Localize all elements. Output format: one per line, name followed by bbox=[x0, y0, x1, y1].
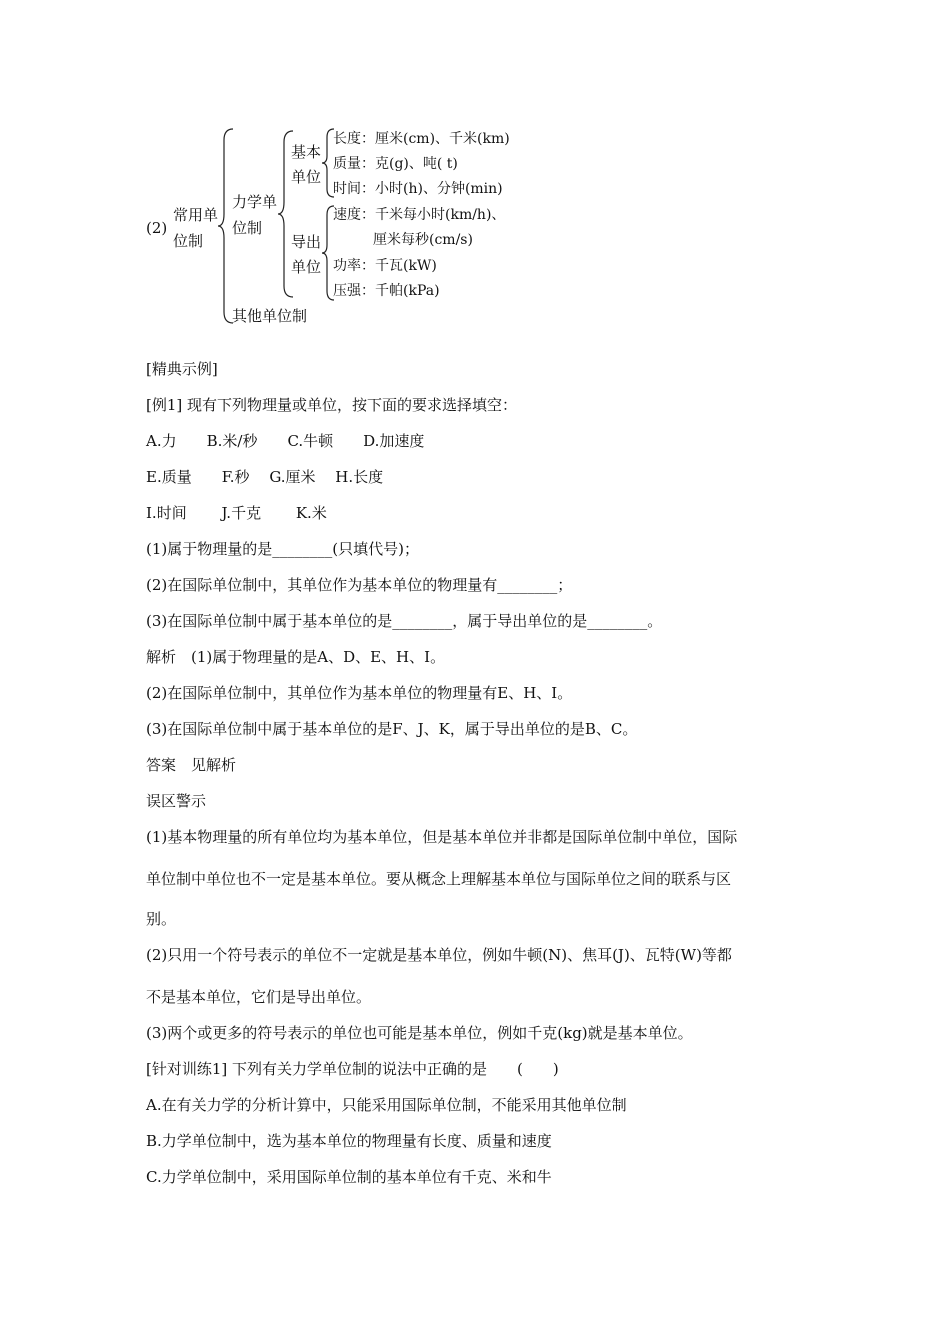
section-heading: [精典示例] bbox=[146, 360, 218, 378]
warning-paragraph-line: 不是基本单位，它们是导出单位。 bbox=[146, 988, 372, 1006]
derived-item: 速度：千米每小时(km/h)、 bbox=[333, 207, 506, 223]
base-item: 质量：克(g)、吨( t) bbox=[333, 156, 458, 172]
warning-paragraph-line: (2)只用一个符号表示的单位不一定就是基本单位，例如牛顿(N)、焦耳(J)、瓦特(W)等都 bbox=[146, 946, 732, 964]
tree-other-label: 其他单位制 bbox=[232, 307, 308, 325]
warning-paragraph-line: 别。 bbox=[146, 910, 177, 928]
tree-base-label-1: 基本 bbox=[291, 143, 322, 161]
analysis-line: (3)在国际单位制中属于基本单位的是F、J、K，属于导出单位的是B、C。 bbox=[146, 720, 638, 738]
sub-question: (2)在国际单位制中，其单位作为基本单位的物理量有________； bbox=[146, 576, 573, 594]
answer-line: 答案 见解析 bbox=[146, 756, 237, 774]
warning-paragraph-line: (3)两个或更多的符号表示的单位也可能是基本单位，例如千克(kg)就是基本单位。 bbox=[146, 1024, 693, 1042]
option-row: A.力 B.米/秒 C.牛顿 D.加速度 bbox=[146, 432, 425, 450]
practice-option: A.在有关力学的分析计算中，只能采用国际单位制，不能采用其他单位制 bbox=[146, 1096, 627, 1114]
tree-derived-label-2: 单位 bbox=[291, 258, 322, 276]
practice-option: C.力学单位制中，采用国际单位制的基本单位有千克、米和牛 bbox=[146, 1168, 552, 1186]
sub-question: (3)在国际单位制中属于基本单位的是________，属于导出单位的是________。 bbox=[146, 612, 663, 630]
analysis-line: (2)在国际单位制中，其单位作为基本单位的物理量有E、H、I。 bbox=[146, 684, 573, 702]
example-question: [例1] 现有下列物理量或单位，按下面的要求选择填空： bbox=[146, 396, 518, 414]
tree-root-label-1: 常用单 bbox=[173, 206, 219, 224]
option-row: I.时间 J.千克 K.米 bbox=[146, 504, 327, 522]
warning-paragraph-line: 单位制中单位也不一定是基本单位。要从概念上理解基本单位与国际单位之间的联系与区 bbox=[146, 870, 732, 888]
tree-base-label-2: 单位 bbox=[291, 168, 322, 186]
tree-derived-label-1: 导出 bbox=[291, 233, 322, 251]
warning-paragraph-line: (1)基本物理量的所有单位均为基本单位，但是基本单位并非都是国际单位制中单位，国际 bbox=[146, 828, 738, 846]
derived-item: 功率：千瓦(kW) bbox=[333, 258, 437, 274]
sub-question: (1)属于物理量的是________(只填代号)； bbox=[146, 540, 419, 558]
base-item: 长度：厘米(cm)、千米(km) bbox=[333, 131, 510, 147]
tree-index-label: (2) bbox=[146, 219, 168, 237]
derived-item: 厘米每秒(cm/s) bbox=[373, 232, 473, 248]
practice-option: B.力学单位制中，选为基本单位的物理量有长度、质量和速度 bbox=[146, 1132, 552, 1150]
tree-root-label-2: 位制 bbox=[173, 232, 204, 250]
analysis-line: 解析 (1)属于物理量的是A、D、E、H、I。 bbox=[146, 648, 446, 666]
tree-mech-label-1: 力学单 bbox=[232, 193, 278, 211]
derived-item: 压强：千帕(kPa) bbox=[333, 283, 440, 299]
tree-mech-label-2: 位制 bbox=[232, 219, 263, 237]
warning-heading: 误区警示 bbox=[146, 792, 207, 810]
option-row: E.质量 F.秒 G.厘米 H.长度 bbox=[146, 468, 384, 486]
base-item: 时间：小时(h)、分钟(min) bbox=[333, 181, 503, 197]
practice-question: [针对训练1] 下列有关力学单位制的说法中正确的是 ( ) bbox=[146, 1060, 559, 1078]
